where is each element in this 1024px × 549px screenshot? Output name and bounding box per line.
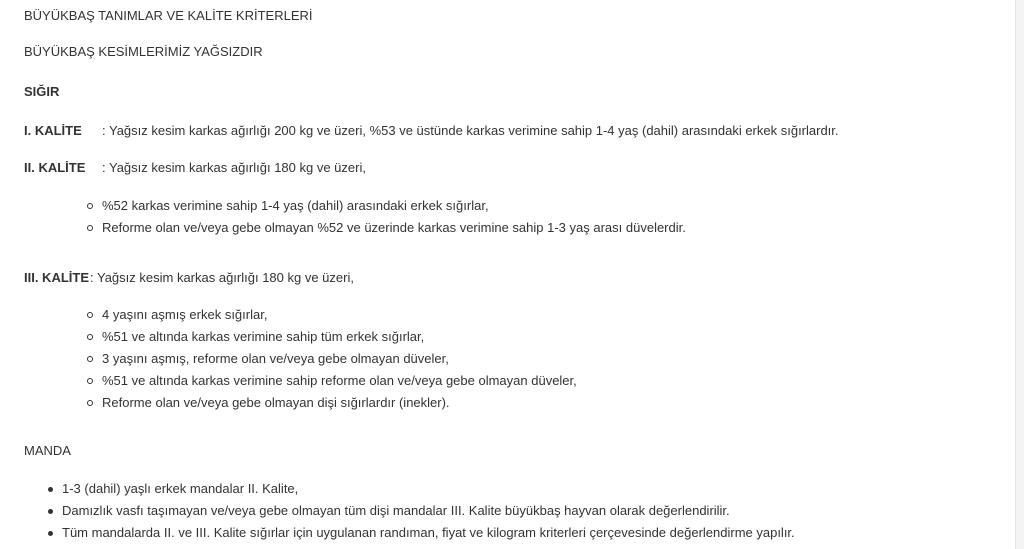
manda-list <box>62 481 795 547</box>
list-item: Reforme olan ve/veya gebe olmayan %52 ve üzerinde karkas verimine sahip 1-3 yaş arası düvelerdir. <box>102 220 686 242</box>
list-item: Tüm mandalarda II. ve III. Kalite sığırlar için uygulanan randıman, fiyat ve kilogram kriterleri çerçevesinde değerlendirme yapılır. <box>62 525 795 547</box>
kalite-3-list <box>102 307 577 417</box>
kalite-2-label: II. KALİTE <box>24 160 86 175</box>
kalite-1-label: I. KALİTE <box>24 123 82 138</box>
vertical-scrollbar[interactable] <box>1015 0 1024 549</box>
kalite-3-text: : Yağsız kesim karkas ağırlığı 180 kg ve üzeri, <box>90 270 354 285</box>
list-item: 3 yaşını aşmış, reforme olan ve/veya gebe olmayan düveler, <box>102 351 577 373</box>
list-item: 4 yaşını aşmış erkek sığırlar, <box>102 307 577 329</box>
kalite-2-text: : Yağsız kesim karkas ağırlığı 180 kg ve üzeri, <box>102 160 366 175</box>
kalite-1-row <box>24 123 839 139</box>
kalite-2-row <box>24 160 366 176</box>
list-item: 1-3 (dahil) yaşlı erkek mandalar II. Kalite, <box>62 481 795 503</box>
kalite-1-text: : Yağsız kesim karkas ağırlığı 200 kg ve üzeri, %53 ve üstünde karkas verimine sahip 1-4 yaş (dahil) arasındaki erkek sığırlardır. <box>102 123 839 138</box>
page-subtitle: BÜYÜKBAŞ KESİMLERİMİZ YAĞSIZDIR <box>24 44 263 59</box>
list-item: Reforme olan ve/veya gebe olmayan dişi sığırlardır (inekler). <box>102 395 577 417</box>
manda-heading: MANDA <box>24 443 71 458</box>
list-item: %51 ve altında karkas verimine sahip reforme olan ve/veya gebe olmayan düveler, <box>102 373 577 395</box>
kalite-3-row <box>24 270 354 286</box>
list-item: %52 karkas verimine sahip 1-4 yaş (dahil) arasındaki erkek sığırlar, <box>102 198 686 220</box>
kalite-3-label: III. KALİTE <box>24 270 89 285</box>
kalite-2-list <box>102 198 686 242</box>
list-item: Damızlık vasfı taşımayan ve/veya gebe olmayan tüm dişi mandalar III. Kalite büyükbaş hayvan olarak değerlendirilir. <box>62 503 795 525</box>
list-item: %51 ve altında karkas verimine sahip tüm erkek sığırlar, <box>102 329 577 351</box>
sigir-heading: SIĞIR <box>24 84 60 99</box>
page-title: BÜYÜKBAŞ TANIMLAR VE KALİTE KRİTERLERİ <box>24 8 313 23</box>
